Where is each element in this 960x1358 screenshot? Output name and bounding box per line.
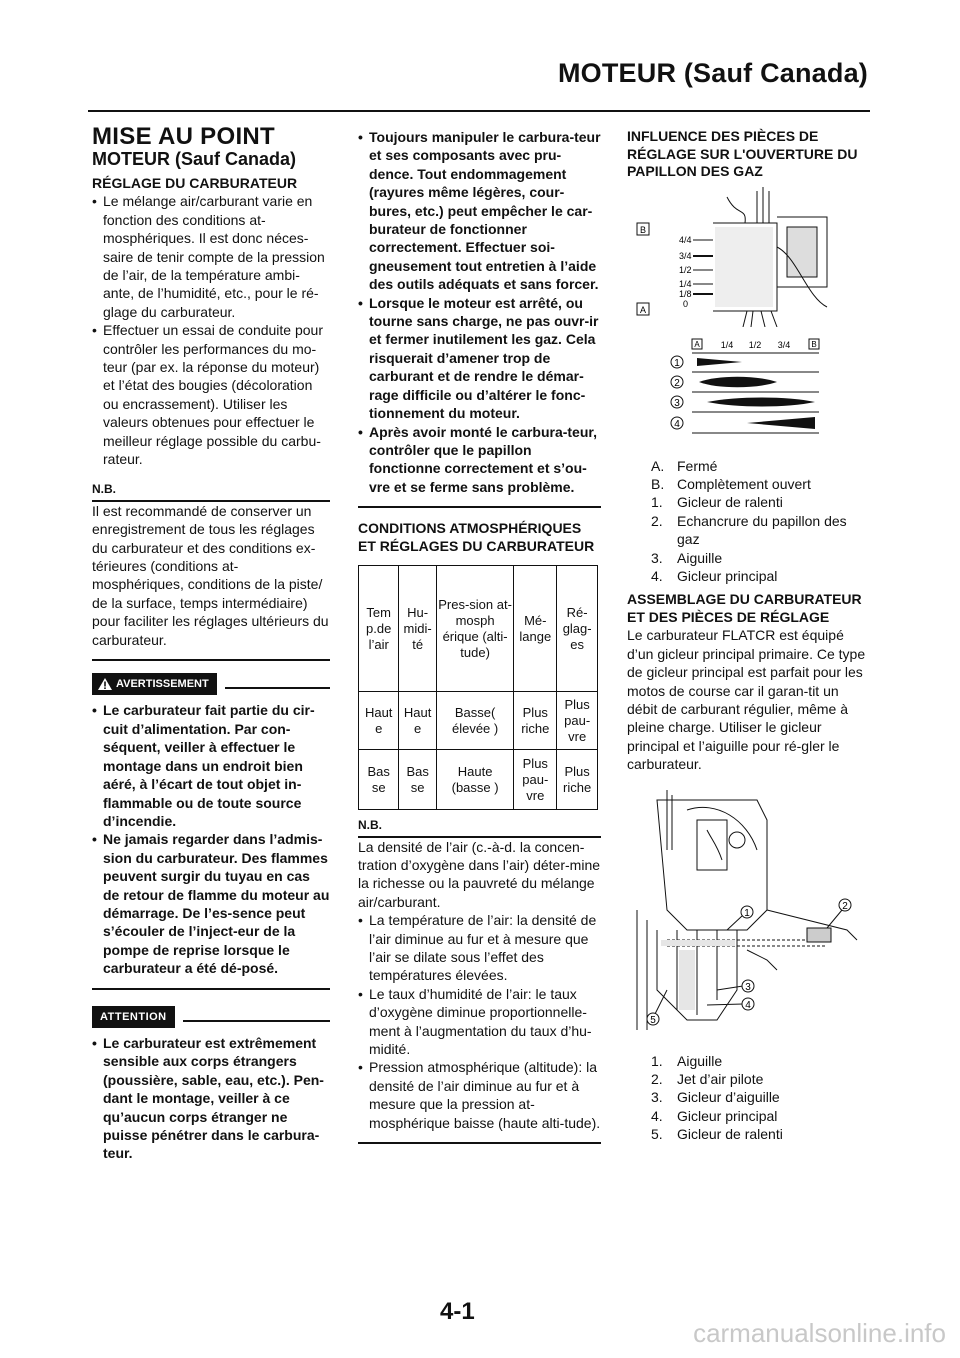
table-cell: Plus riche	[557, 750, 598, 810]
list-item: • Ne jamais regarder dans l’admis-sion du carburateur. Des flammes peuvent surgir du tuyau en cas de retour de flamme du moteur au démarrage. De l’es-sence peut s’écouler de l’inject-eur de la pompe de reprise lorsque le carburateur a été dé-posé.	[92, 830, 330, 977]
mark-1-8: 1/8	[679, 288, 692, 299]
table-row	[359, 750, 598, 810]
handling-bullet-list	[358, 128, 601, 496]
mark-1-4: 1/4	[679, 278, 692, 289]
list-item: • La température de l’air: la densité de l’air diminue au fur et à mesure que l’air se dilate sous l’effet des températures élevées.	[358, 911, 601, 985]
fig2-row-1: 1	[674, 357, 680, 369]
main-jet-shape	[747, 417, 815, 429]
list-item: • Le carburateur est extrêmement sensible aux corps étrangers (poussière, sable, eau, etc.). Pen-dant le montage, veiller à ce qu’aucun corps étranger ne puisse pénétrer dans le carbura-teur.	[92, 1034, 330, 1163]
list-item	[651, 1125, 870, 1143]
page-header-title: MOTEUR (Sauf Canada)	[557, 58, 868, 88]
section-heading-assemblage: ASSEMBLAGE DU CARBURATEUR ET DES PIÈCES DE RÉGLAGE	[627, 591, 862, 625]
legend-text: Gicleur d’aiguille	[677, 1089, 780, 1106]
legend-text: Gicleur de ralenti	[677, 1126, 783, 1143]
attention-badge: ATTENTION	[92, 1006, 175, 1028]
legend-key: 3.	[651, 1089, 663, 1106]
attention-rule	[183, 1020, 330, 1022]
table-row	[359, 566, 598, 692]
column-right	[627, 128, 870, 1144]
fig3-callout-2: 2	[842, 900, 848, 912]
legend-text: Gicleur principal	[677, 1107, 778, 1124]
leader-line	[717, 986, 743, 990]
list-item	[651, 1107, 870, 1125]
section-heading-carburateur: RÉGLAGE DU CARBURATEUR	[92, 174, 298, 191]
needle-shape	[707, 397, 815, 406]
table-cell: Haut e	[359, 692, 399, 750]
list-item	[651, 1052, 870, 1070]
list-item	[651, 549, 870, 567]
fig3-callout-4: 4	[745, 999, 751, 1011]
section-heading-conditions: CONDITIONS ATMOSPHÉRIQUES ET RÉGLAGES DU CARBURATEUR	[358, 520, 595, 554]
section-heading-influence: INFLUENCE DES PIÈCES DE RÉGLAGE SUR L'OUVERTURE DU PAPILLON DES GAZ	[627, 128, 858, 179]
table-cell: Haut e	[399, 692, 437, 750]
leader-line	[727, 916, 742, 930]
warning-header	[92, 673, 330, 695]
nb-text: Il est recommandé de conserver un enregistrement de tous les réglages du carburateur et des conditions ex-térieures (conditions at-mosphériques, conditions de la piste/ de la surface, temps intermédiaire) pour faciliter les réglages ultérieurs du carburateur.	[92, 502, 329, 648]
legend-text: Complètement ouvert	[677, 475, 811, 492]
legend-key: 5.	[651, 1126, 663, 1143]
warning-badge	[92, 673, 217, 695]
legend-key: 2.	[651, 1071, 663, 1087]
warning-bullet-list	[92, 701, 330, 977]
table-row	[359, 692, 598, 750]
legend-text: Gicleur principal	[677, 567, 778, 584]
legend-text: Echancrure du papillon des gaz	[677, 512, 847, 548]
legend-text: Aiguille	[677, 1052, 723, 1069]
fig2-label-1-4: 1/4	[720, 339, 734, 350]
carburetor-shading	[661, 940, 735, 1010]
throttle-cutaway-shape	[699, 376, 777, 387]
fig2-row-2: 2	[674, 377, 680, 389]
nb-label: N.B.	[358, 816, 601, 837]
list-item	[651, 493, 870, 511]
nb-label: N.B.	[92, 480, 330, 501]
intro-bullet-list	[92, 192, 330, 468]
table-cell: Tem p.de l’air	[359, 566, 399, 692]
fig2-label-a: A	[694, 339, 700, 349]
warning-triangle-icon	[98, 678, 112, 690]
table-cell: Bas se	[399, 750, 437, 810]
legend-key: 1.	[651, 1052, 663, 1069]
divider	[358, 506, 601, 508]
main-title: MISE AU POINT	[92, 123, 276, 150]
mark-3-4: 3/4	[679, 250, 692, 261]
list-item: • Le taux d’humidité de l’air: le taux d’oxygène diminue proportionnelle-ment à l’augmentation du taux d’hu-midité.	[358, 985, 601, 1059]
subtitle: MOTEUR (Sauf Canada)	[92, 149, 297, 170]
divider	[92, 988, 330, 990]
table-cell: Hu-midi-té	[399, 566, 437, 692]
legend-key: 3.	[651, 549, 663, 566]
table-cell: Haute (basse )	[436, 750, 513, 810]
table-cell: Plus riche	[514, 692, 557, 750]
divider	[358, 1142, 601, 1144]
watermark: carmanualsonline.info	[693, 1318, 946, 1348]
list-item: • Après avoir monté le carbura-teur, contrôler que le papillon fonctionne correctement et s’ou-vre et se ferme sans problème.	[358, 423, 601, 497]
legend-key: A.	[651, 457, 665, 474]
fig1-letter-b: B	[639, 224, 647, 235]
list-item: • Le mélange air/carburant varie en fonction des conditions at-mosphériques. Il est donc néces-saire de tenir compte de la pression de l’air, de la température ambi-ante, de l’humidité, etc., pour le ré-glage du carburateur.	[92, 192, 330, 321]
fig2-row-3: 3	[674, 397, 680, 409]
leader-line	[827, 910, 842, 928]
jet-range-figure	[627, 335, 867, 445]
legend-text: Aiguille	[677, 549, 723, 566]
nb-bullet-list	[358, 911, 601, 1132]
row-callouts	[671, 356, 683, 430]
legend-text: Jet d’air pilote	[677, 1071, 764, 1087]
legend-list-2	[627, 1052, 870, 1144]
fig3-callout-5: 5	[650, 1014, 656, 1026]
list-item	[651, 475, 870, 493]
conditions-table	[358, 565, 598, 810]
mark-1-2: 1/2	[679, 264, 692, 275]
page-number: 4-1	[440, 1298, 475, 1325]
column-middle	[358, 128, 601, 1144]
mark-0: 0	[683, 298, 689, 309]
legend-text: Fermé	[677, 457, 718, 474]
fig1-letter-a: A	[639, 304, 647, 315]
fig2-label-1-2: 1/2	[748, 339, 762, 350]
carburetor-assembly-figure	[627, 790, 867, 1040]
list-item	[651, 512, 870, 549]
fig2-row-4: 4	[674, 418, 680, 430]
list-item	[651, 567, 870, 585]
legend-text: Gicleur de ralenti	[677, 494, 783, 511]
warning-label: AVERTISSEMENT	[116, 678, 209, 691]
legend-key: 4.	[651, 567, 663, 584]
carb-bore-shade	[715, 227, 773, 307]
table-cell: Ré-glag-es	[557, 566, 598, 692]
table-cell: Plus pau-vre	[514, 750, 557, 810]
list-item	[651, 1070, 870, 1088]
list-item: • Lorsque le moteur est arrêté, ou tourne sans charge, ne pas ouvr-ir et fermer inutilement les gaz. Cela risquerait d’amener trop de carburant et de rendre le démar-rage difficile ou d’altérer le fonc-tionnement du moteur.	[358, 294, 601, 423]
nb-text: La densité de l’air (c.-à-d. la concen-tration d’oxygène dans l’air) déter-mine la richesse ou la pauvreté du mélange air/carburant.	[358, 838, 601, 910]
table-cell: Pres-sion at-mosph érique (alti-tude)	[436, 566, 513, 692]
attention-bullet-list	[92, 1034, 330, 1163]
assembly-callouts	[647, 899, 851, 1026]
table-cell: Mé-lange	[514, 566, 557, 692]
legend-key: 4.	[651, 1107, 663, 1124]
fig2-label-3-4: 3/4	[777, 339, 791, 350]
header-rule	[88, 110, 870, 112]
list-item: • Toujours manipuler le carbura-teur et ses composants avec pru-dence. Tout endommagement (rayures même légères, cour-bures, etc.) peut empêcher le car-burateur de fonctionner correctement. Effectuer soi-gneusement tout entretien à l’aide des outils adéquats et sans forcer.	[358, 128, 601, 294]
legend-key: B.	[651, 475, 665, 492]
list-item	[651, 1088, 870, 1106]
fig3-callout-3: 3	[745, 981, 751, 993]
throttle-opening-figure	[627, 187, 867, 327]
divider	[92, 659, 330, 661]
column-left	[92, 123, 330, 1163]
list-item: • Le carburateur fait partie du cir-cuit d’alimentation. Par con-séquent, veiller à effectuer le montage dans un endroit bien aéré, à l’écart de tout objet in-flammable ou de toute source d’incendie.	[92, 701, 330, 830]
table-cell: Plus pau-vre	[557, 692, 598, 750]
attention-header	[92, 1006, 330, 1028]
legend-key: 2.	[651, 512, 663, 529]
list-item	[651, 457, 870, 475]
leader-line	[707, 1004, 743, 1005]
assembly-paragraph: Le carburateur FLATCR est équipé d’un gicleur principal primaire. Ce type de gicleur principal est parfait pour les motos de course car il garan-tit un débit de carburant régulier, même à pleine charge. Utiliser le gicleur principal et l’aiguille pour ré-gler le carburateur.	[627, 627, 866, 773]
legend-key: 1.	[651, 494, 663, 511]
mark-4-4: 4/4	[679, 234, 692, 245]
legend-list-1	[627, 457, 870, 586]
list-item: • Pression atmosphérique (altitude): la densité de l’air diminue au fur et à mesure que la pression at-mosphérique baisse (haute alti-tude).	[358, 1058, 601, 1132]
list-item: • Effectuer un essai de conduite pour contrôler les performances du mo-teur (par ex. la réponse du moteur) et l’état des bougies (décoloration ou encrassement). Utiliser les valeurs obtenues pour effectuer le meilleur réglage possible du carbu-rateur.	[92, 321, 330, 468]
fig2-label-b: B	[811, 339, 817, 349]
idle-jet-shape	[697, 358, 742, 366]
table-cell: Bas se	[359, 750, 399, 810]
fig3-callout-1: 1	[744, 907, 750, 919]
table-cell: Basse( élevée )	[436, 692, 513, 750]
warning-rule	[225, 687, 330, 689]
